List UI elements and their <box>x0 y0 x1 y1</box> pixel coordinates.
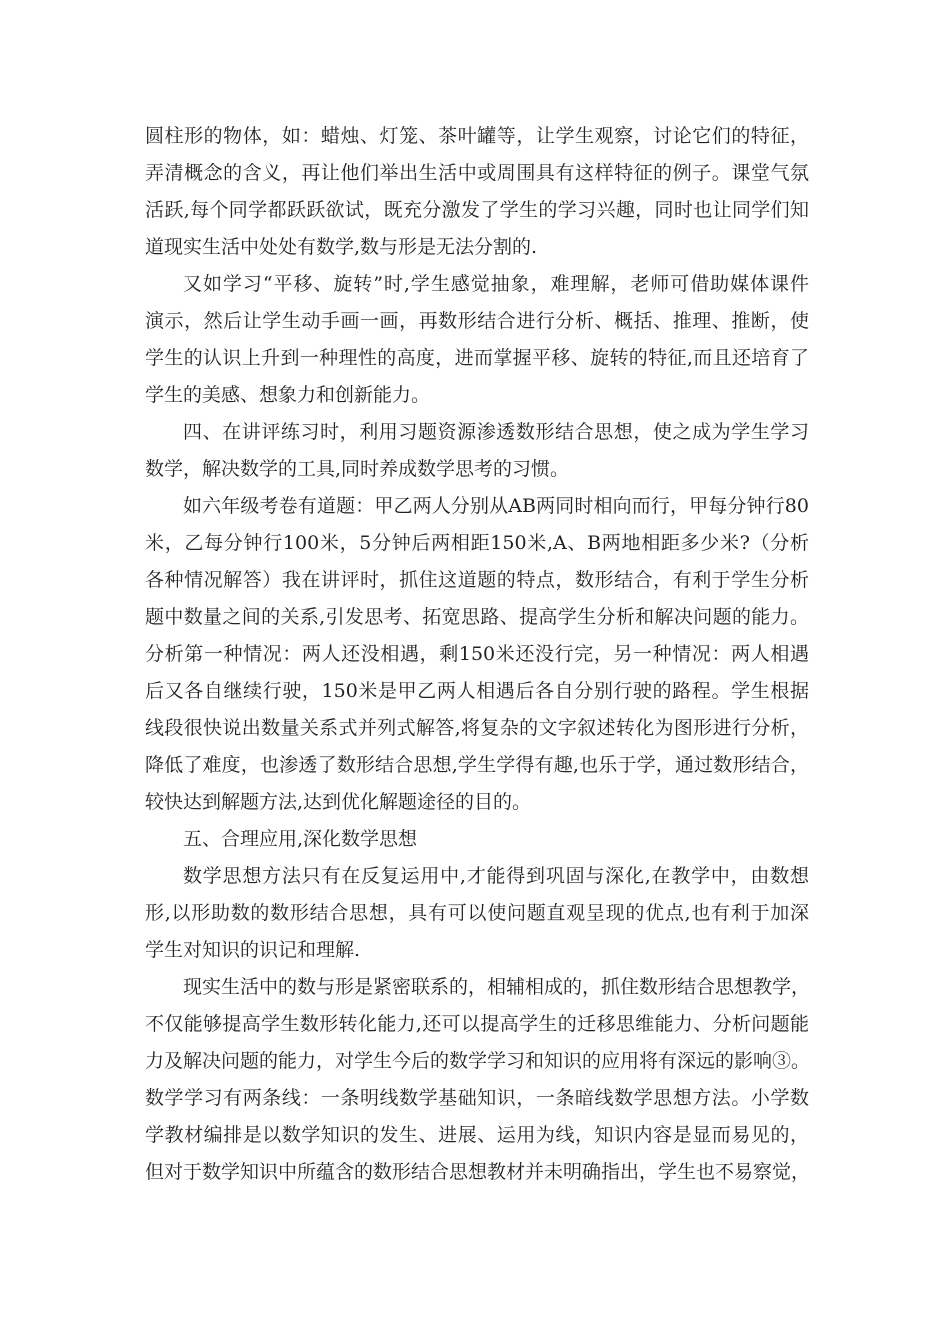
paragraph-first-line: 又如学习“平移、旋转”时,学生感觉抽象，难理解，老师可借助媒体课件 <box>183 273 809 295</box>
text-line: 米，乙每分钟行100米，5分钟后两相距150米,A、B两地相距多少米?（分析 <box>145 532 809 554</box>
section-heading-four: 四、在讲评练习时，利用习题资源渗透数形结合思想，使之成为学生学习 <box>183 421 809 443</box>
text-line: 不仅能够提高学生数形转化能力,还可以提高学生的迁移思维能力、分析问题能 <box>145 1013 809 1035</box>
text-line: 圆柱形的物体，如：蜡烛、灯笼、茶叶罐等，让学生观察，讨论它们的特征， <box>145 125 809 147</box>
text-line: 降低了难度，也渗透了数形结合思想,学生学得有趣,也乐于学，通过数形结合， <box>145 754 809 776</box>
text-line: 分析第一种情况：两人还没相遇，剩150米还没行完，另一种情况：两人相遇 <box>145 643 809 665</box>
text-line: 弄清概念的含义，再让他们举出生活中或周围具有这样特征的例子。课堂气氛 <box>145 162 809 184</box>
text-line: 学生的认识上升到一种理性的高度，进而掌握平移、旋转的特征,而且还培育了 <box>145 347 809 369</box>
text-line: 学生的美感、想象力和创新能力。 <box>145 384 431 406</box>
text-line: 演示，然后让学生动手画一画，再数形结合进行分析、概括、推理、推断，使 <box>145 310 809 332</box>
paragraph-first-line: 现实生活中的数与形是紧密联系的，相辅相成的，抓住数形结合思想教学， <box>183 976 811 998</box>
text-line: 道现实生活中处处有数学,数与形是无法分割的. <box>145 236 538 258</box>
text-line: 但对于数学知识中所蕴含的数形结合思想教材并未明确指出，学生也不易察觉， <box>145 1161 811 1183</box>
paragraph-first-line: 数学思想方法只有在反复运用中,才能得到巩固与深化,在教学中，由数想 <box>183 865 809 887</box>
body-text <box>145 118 809 1191</box>
text-line: 形,以形助数的数形结合思想，具有可以使问题直观呈现的优点,也有利于加深 <box>145 902 809 924</box>
text-line: 较快达到解题方法,达到优化解题途径的目的。 <box>145 791 532 813</box>
text-line: 力及解决问题的能力，对学生今后的数学学习和知识的应用将有深远的影响③。 <box>145 1050 811 1072</box>
text-line: 题中数量之间的关系,引发思考、拓宽思路、提高学生分析和解决问题的能力。 <box>145 606 809 628</box>
section-heading-five: 五、合理应用,深化数学思想 <box>183 828 418 850</box>
text-line: 学教材编排是以数学知识的发生、进展、运用为线，知识内容是显而易见的， <box>145 1124 809 1146</box>
text-line: 活跃,每个同学都跃跃欲试，既充分激发了学生的学习兴趣，同时也让同学们知 <box>145 199 809 221</box>
text-line: 各种情况解答）我在讲评时，抓住这道题的特点，数形结合，有利于学生分析 <box>145 569 809 591</box>
text-line: 线段很快说出数量关系式并列式解答,将复杂的文字叙述转化为图形进行分析， <box>145 717 809 739</box>
paragraph-first-line: 如六年级考卷有道题：甲乙两人分别从AB两同时相向而行，甲每分钟行80 <box>183 495 809 517</box>
text-line: 数学学习有两条线：一条明线数学基础知识，一条暗线数学思想方法。小学数 <box>145 1087 809 1109</box>
text-line: 数学，解决数学的工具,同时养成数学思考的习惯。 <box>145 458 570 480</box>
text-line: 学生对知识的识记和理解. <box>145 939 361 961</box>
text-line: 后又各自继续行驶，150米是甲乙两人相遇后各自分别行驶的路程。学生根据 <box>145 680 809 702</box>
